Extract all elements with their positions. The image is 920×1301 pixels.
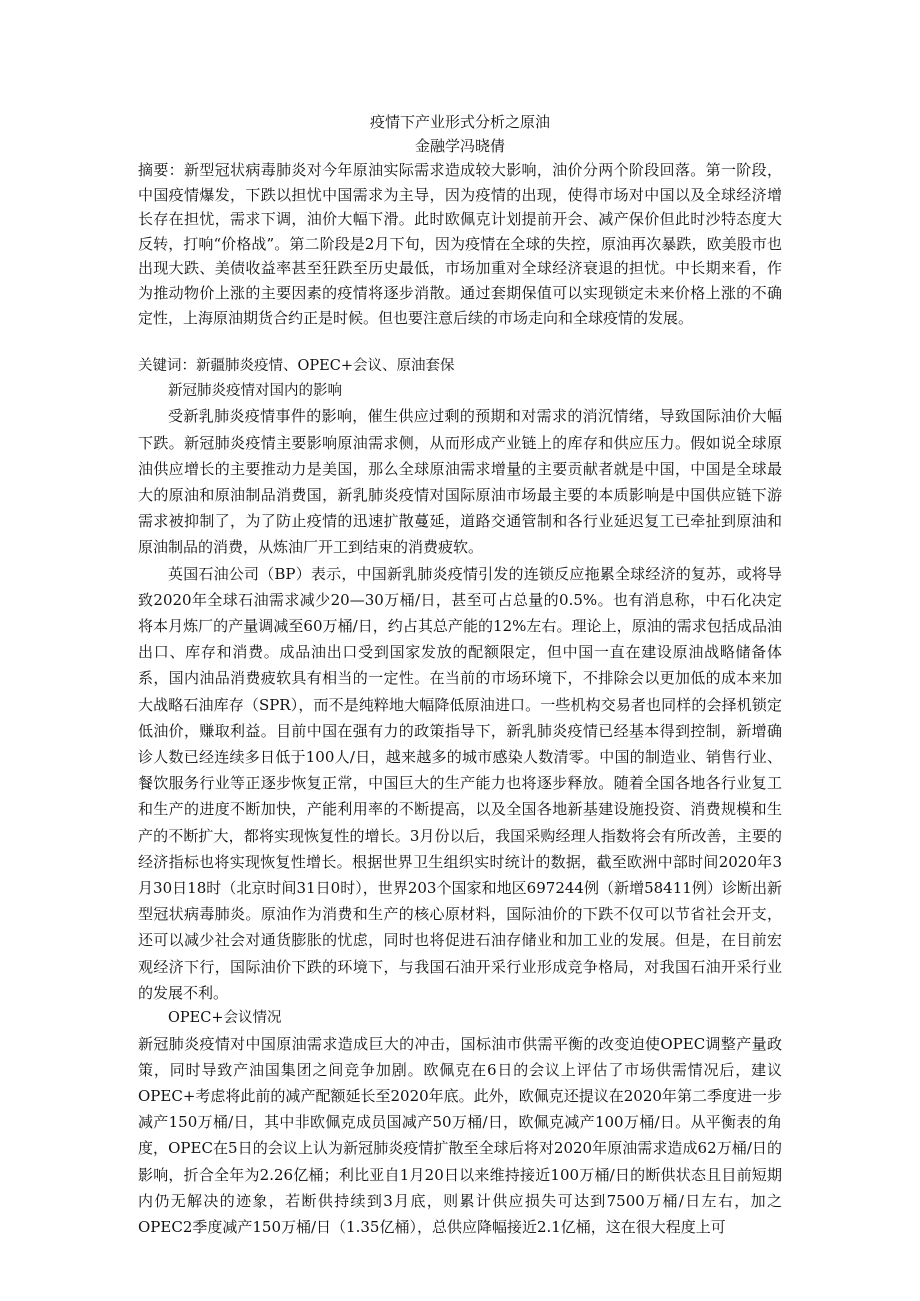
document-author: 金融学冯晓倩 <box>414 137 505 155</box>
body-paragraph: 受新乳肺炎疫情事件的影响，催生供应过剩的预期和对需求的消沉情绪，导致国际油价大幅下跌。新冠肺炎疫情主要影响原油需求侧，从而形成产业链上的库存和供应压力。假如说全球原油供应增长的主要推动力是美国，那么全球原油需求增量的主要贡献者就是中国，中国是全球最大的原油和原油制品消费国，新乳肺炎疫情对国际原油市场最主要的本质影响是中国供应链下游需求被抑制了，为了防止疫情的迅速扩散蔓延，道路交通管制和各行业延迟复工已牵扯到原油和原油制品的消费，从炼油厂开工到结束的消费疲软。 <box>138 407 782 557</box>
body-paragraph: 英国石油公司（BP）表示，中国新乳肺炎疫情引发的连锁反应拖累全球经济的复苏，或将导致2020年全球石油需求减少20—30万桶/日，甚至可占总量的0.5%。也有消息称，中石化决定将本月炼厂的产量调减至60万桶/日，约占其总产能的12%左右。理论上，原油的需求包括成品油出口、库存和消费。成品油出口受到国家发放的配额限定，但中国一直在建设原油战略储备体系，国内油品消费疲软具有相当的一定性。在当前的市场环境下，不排除会以更加低的成本来加大战略石油库存（SPR），而不是纯粹地大幅降低原油进口。一些机构交易者也同样的会择机锁定低油价，赚取利益。目前中国在强有力的政策指导下，新乳肺炎疫情已经基本得到控制，新增确诊人数已经连续多日低于100人/日，越来越多的城市感染人数清零。中国的制造业、销售行业、餐饮服务行业等正逐步恢复正常，中国巨大的生产能力也将逐步释放。随着全国各地各行业复工和生产的进度不断加快，产能利用率的不断提高，以及全国各地新基建设施投资、消费规模和生产的不断扩大，都将实现恢复性的增长。3月份以后，我国采购经理人指数将会有所改善，主要的经济指标也将实现恢复性增长。根据世界卫生组织实时统计的数据，截至欧洲中部时间2020年3月30日18时（北京时间31日0时），世界203个国家和地区697244例（新增58411例）诊断出新型冠状病毒肺炎。原油作为消费和生产的核心原材料，国际油价的下跌不仅可以节省社会开支，还可以减少社会对通货膨胀的忧虑，同时也将促进石油存储业和加工业的发展。但是，在目前宏观经济下行，国际油价下跌的环境下，与我国石油开采行业形成竞争格局，对我国石油开采行业的发展不利。 <box>138 564 782 1002</box>
abstract-paragraph: 摘要：新型冠状病毒肺炎对今年原油实际需求造成较大影响，油价分两个阶段回落。第一阶段，中国疫情爆发，下跌以担忧中国需求为主导，因为疫情的出现，使得市场对中国以及全球经济增长存在担忧，需求下调，油价大幅下滑。此时欧佩克计划提前开会、减产保价但此时沙特态度大反转，打响“价格战”。第二阶段是2月下旬，因为疫情在全球的失控，原油再次暴跌，欧美股市也出现大跌、美债收益率甚至狂跌至历史最低，市场加重对全球经济衰退的担忧。中长期来看，作为推动物价上涨的主要因素的疫情将逐步消散。通过套期保值可以实现锁定未来价格上涨的不确定性，上海原油期货合约正是时候。但也要注意后续的市场走向和全球疫情的发展。 <box>138 161 782 327</box>
section-heading-opec-meeting: OPEC+会议情况 <box>168 1010 282 1027</box>
body-paragraph: 新冠肺炎疫情对中国原油需求造成巨大的冲击，国标油市供需平衡的改变迫使OPEC调整产量政策，同时导致产油国集团之间竞争加剧。欧佩克在6日的会议上评估了市场供需情况后，建议OPEC+考虑将此前的减产配额延长至2020年底。此外，欧佩克还提议在2020年第二季度进一步减产150万桶/日，其中非欧佩克成员国减产50万桶/日，欧佩克减产100万桶/日。从平衡表的角度，OPEC在5日的会议上认为新冠肺炎疫情扩散至全球后将对2020年原油需求造成62万桶/日的影响，折合全年为2.26亿桶；利比亚自1月20日以来维持接近100万桶/日的断供状态且目前短期内仍无解决的迹象，若断供持续到3月底，则累计供应损失可达到7500万桶/日左右，加之OPEC2季度减产150万桶/日（1.35亿桶），总供应降幅接近2.1亿桶，这在很大程度上可 <box>138 1034 782 1237</box>
keywords-line: 关键词：新疆肺炎疫情、OPEC+会议、原油套保 <box>138 358 455 375</box>
section-heading-domestic-impact: 新冠肺炎疫情对国内的影响 <box>168 382 342 399</box>
document-title: 疫情下产业形式分析之原油 <box>369 113 550 131</box>
spacer <box>138 330 782 354</box>
document-page <box>138 110 782 1240</box>
